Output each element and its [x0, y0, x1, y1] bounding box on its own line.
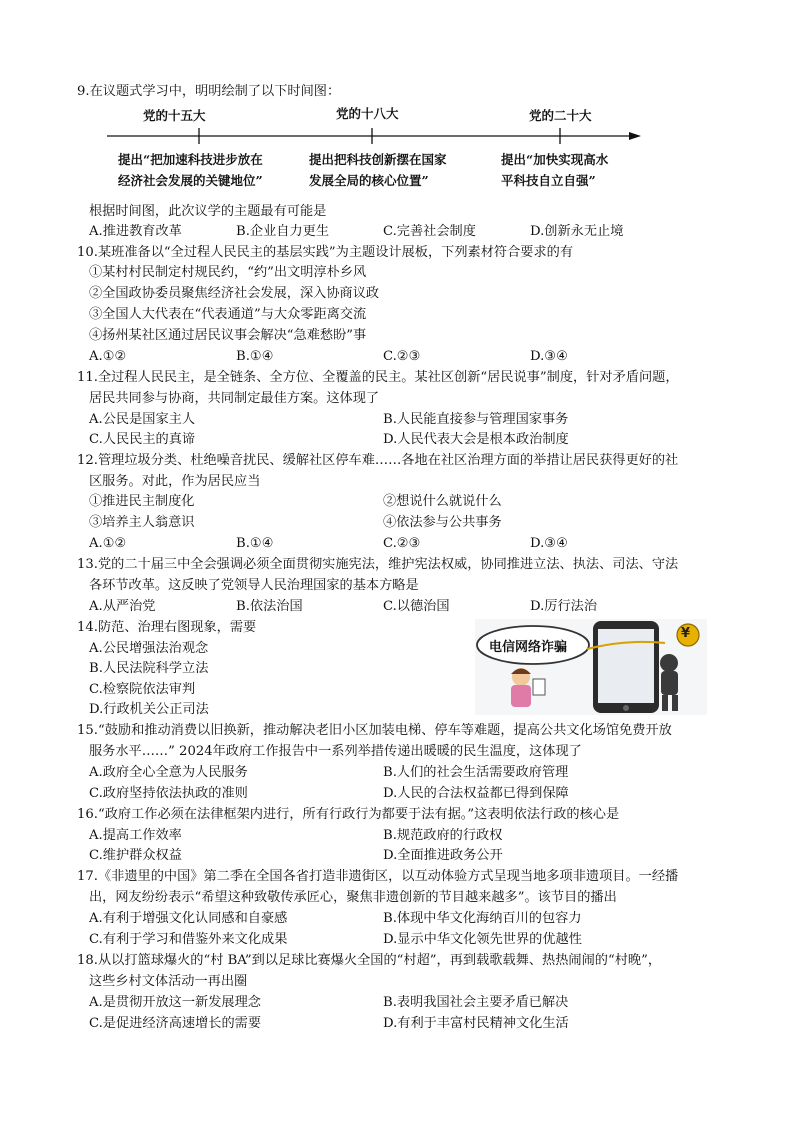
q14-option-c: C.检察院依法审判 — [89, 682, 196, 697]
q10-item-4: ④扬州某社区通过居民议事会解决“急难愁盼”事 — [89, 328, 367, 343]
q9-follow: 根据时间图，此次议学的主题最有可能是 — [89, 204, 327, 219]
q18-stem-1: 18.从以打篮球爆火的“村 BA”到以足球比赛爆火全国的“村超”，再到载歌载舞、热热闹闹的“村晚”， — [77, 953, 662, 968]
q13-option-b: B.依法治国 — [236, 599, 303, 614]
timeline-label-15: 党的十五大 — [143, 108, 206, 123]
q14-option-a: A.公民增强法治观念 — [89, 641, 209, 656]
q11-stem-1: 11.全过程人民民主，是全链条、全方位、全覆盖的民主。某社区创新“居民说事”制度，针对矛盾问题， — [77, 370, 679, 385]
q16-stem: 16.“政府工作必须在法律框架内进行，所有行政行为都要于法有据。”这表明依法行政的核心是 — [77, 807, 620, 822]
q12-item-3: ③培养主人翁意识 — [89, 515, 195, 530]
q14-option-b: B.人民法院科学立法 — [89, 661, 209, 676]
q18-option-d: D.有利于丰富村民精神文化生活 — [383, 1016, 569, 1031]
q10-option-c: C.②③ — [383, 349, 421, 364]
timeline-desc-15-a: 提出“把加速科技进步放在 — [118, 152, 263, 167]
telecom-fraud-cartoon — [475, 619, 707, 715]
q16-option-d: D.全面推进政务公开 — [383, 848, 503, 863]
timeline-desc-20-b: 平科技自立自强” — [501, 173, 596, 188]
q15-stem-2: 服务水平……” 2024年政府工作报告中一系列举措传递出暖暖的民生温度，这体现了 — [89, 744, 582, 759]
q10-stem: 10.某班准备以“全过程人民民主的基层实践”为主题设计展板，下列素材符合要求的有 — [77, 245, 574, 260]
q15-stem-1: 15.“鼓励和推动消费以旧换新，推动解决老旧小区加装电梯、停车等难题，提高公共文化场馆免费开放 — [77, 723, 672, 738]
q10-item-3: ③全国人大代表在“代表通道”与大众零距离交流 — [89, 307, 367, 322]
q10-item-2: ②全国政协委员聚焦经济社会发展，深入协商议政 — [89, 286, 380, 301]
q13-option-d: D.厉行法治 — [530, 599, 598, 614]
q12-item-1: ①推进民主制度化 — [89, 494, 195, 509]
thief-figure — [660, 654, 678, 672]
q9-option-c: C.完善社会制度 — [383, 224, 476, 239]
q18-option-b: B.表明我国社会主要矛盾已解决 — [383, 995, 569, 1010]
q9-option-d: D.创新永无止境 — [530, 224, 624, 239]
q12-option-d: D.③④ — [530, 536, 568, 551]
q16-option-c: C.维护群众权益 — [89, 848, 182, 863]
coin-symbol: ¥ — [681, 626, 691, 641]
q10-option-d: D.③④ — [530, 349, 568, 364]
timeline-desc-18-b: 发展全局的核心位置” — [309, 173, 429, 188]
q15-option-d: D.人民的合法权益都已得到保障 — [383, 786, 569, 801]
figure-caption: 电信网络诈骗 — [489, 640, 568, 655]
q14-stem: 14.防范、治理右图现象，需要 — [77, 620, 257, 635]
q17-option-a: A.有利于增强文化认同感和自豪感 — [89, 911, 288, 926]
q13-option-a: A.从严治党 — [89, 599, 156, 614]
q12-item-4: ④依法参与公共事务 — [383, 515, 502, 530]
timeline-label-18: 党的十八大 — [336, 106, 399, 121]
q11-option-c: C.人民民主的真谛 — [89, 432, 196, 447]
timeline-desc-20-a: 提出“加快实现高水 — [501, 152, 609, 167]
q15-option-a: A.政府全心全意为人民服务 — [89, 765, 248, 780]
q16-option-a: A.提高工作效率 — [89, 828, 182, 843]
q13-option-c: C.以德治国 — [383, 599, 450, 614]
q13-stem-2: 各环节改革。这反映了党领导人民治理国家的基本方略是 — [89, 578, 419, 593]
q10-item-1: ①某村村民制定村规民约，“约”出文明淳朴乡风 — [89, 265, 367, 280]
q12-stem-2: 区服务。对此，作为居民应当 — [89, 474, 261, 489]
timeline-desc-15-b: 经济社会发展的关键地位” — [118, 173, 263, 188]
q9-option-a: A.推进教育改革 — [89, 224, 182, 239]
q11-option-b: B.人民能直接参与管理国家事务 — [383, 412, 569, 427]
timeline-desc-18-a: 提出把科技创新摆在国家 — [309, 152, 447, 167]
q12-option-b: B.①④ — [236, 536, 274, 551]
q18-option-a: A.是贯彻开放这一新发展理念 — [89, 995, 261, 1010]
q12-stem-1: 12.管理垃圾分类、杜绝噪音扰民、缓解社区停车难……各地在社区治理方面的举措让居民获得更好的社 — [77, 453, 679, 468]
q12-option-a: A.①② — [89, 536, 127, 551]
q10-option-b: B.①④ — [236, 349, 274, 364]
timeline-arrow — [629, 132, 641, 140]
q10-option-a: A.①② — [89, 349, 127, 364]
q11-option-d: D.人民代表大会是根本政治制度 — [383, 432, 569, 447]
q17-stem-2: 出，网友纷纷表示“希望这种致敬传承匠心，聚焦非遗创新的节目越来越多”。该节目的播出 — [89, 890, 617, 905]
q17-option-d: D.显示中华文化领先世界的优越性 — [383, 932, 582, 947]
q16-option-b: B.规范政府的行政权 — [383, 828, 503, 843]
timeline-axis — [105, 126, 645, 148]
cartoon-illustration — [475, 619, 707, 715]
q18-stem-2: 这些乡村文体活动一再出圈 — [89, 974, 248, 989]
q18-option-c: C.是促进经济高速增长的需要 — [89, 1016, 262, 1031]
q12-item-2: ②想说什么就说什么 — [383, 494, 502, 509]
q11-option-a: A.公民是国家主人 — [89, 412, 196, 427]
q13-stem-1: 13.党的二十届三中全会强调必须全面贯彻实施宪法，维护宪法权威，协同推进立法、执法、司法、守法 — [77, 557, 679, 572]
q9-option-b: B.企业自力更生 — [236, 224, 330, 239]
q11-stem-2: 居民共同参与协商，共同制定最佳方案。这体现了 — [89, 391, 380, 406]
q12-option-c: C.②③ — [383, 536, 421, 551]
q14-option-d: D.行政机关公正司法 — [89, 702, 209, 717]
timeline-label-20: 党的二十大 — [529, 108, 592, 123]
q15-option-b: B.人们的社会生活需要政府管理 — [383, 765, 569, 780]
q17-stem-1: 17.《非遗里的中国》第二季在全国各省打造非遗街区，以互动体验方式呈现当地多项非遗项目。一经播 — [77, 869, 679, 884]
q15-option-c: C.政府坚持依法执政的准则 — [89, 786, 248, 801]
q17-option-c: C.有利于学习和借鉴外来文化成果 — [89, 932, 288, 947]
q9-stem: 9.在议题式学习中，明明绘制了以下时间图： — [77, 84, 341, 99]
q17-option-b: B.体现中华文化海纳百川的包容力 — [383, 911, 582, 926]
